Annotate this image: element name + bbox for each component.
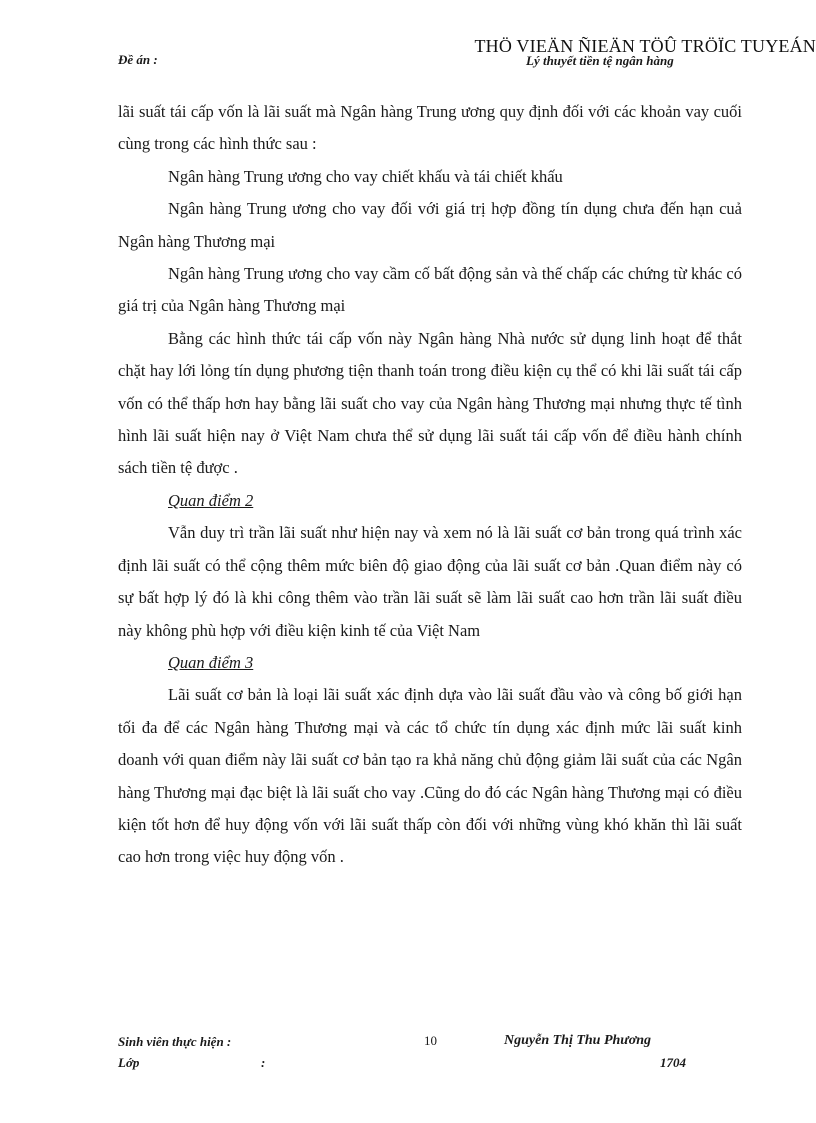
paragraph: Bằng các hình thức tái cấp vốn này Ngân hàng Nhà nước sử dụng linh hoạt để thắt chặt hay lới lỏng tín dụng phương tiện thanh toán trong điều kiện cụ thể có khi lãi suất tái cấp vốn có thể thấp hơn hay bằng lãi suất cho vay của Ngân hàng Thương mại nhưng thực tế tình hình lãi suất hiện nay ở Việt Nam chưa thể sử dụng lãi suất tái cấp vốn để điều hành chính sách tiền tệ được .	[118, 328, 742, 478]
paragraph: Lãi suất cơ bản là loại lãi suất xác định dựa vào lãi suất đầu vào và công bố giới hạn tối đa để các Ngân hàng Thương mại và các tổ chức tín dụng xác định mức lãi suất kinh doanh với quan điểm này lãi suất cơ bản tạo ra khả năng chủ động giảm lãi suất của các Ngân hàng Thương mại đạc biệt là lãi suất cho vay .Cũng do đó các Ngân hàng Thương mại có điều kiện tốt hơn để huy động vốn với lãi suất thấp còn đối với những vùng khó khăn thì lãi suất cao hơn trong việc huy động vốn .	[118, 685, 742, 867]
footer-class-colon: :	[261, 1055, 266, 1070]
footer-student-label: Sinh viên thực hiện :	[118, 1034, 232, 1049]
document-body	[118, 96, 742, 874]
header-right: Lý thuyết tiền tệ ngân hàng	[526, 53, 674, 68]
paragraph: Ngân hàng Trung ương cho vay cầm cố bất động sản và thế chấp các chứng từ khác có giá trị của Ngân hàng Thương mại	[118, 264, 742, 316]
footer-class-value: 1704	[660, 1055, 686, 1070]
paragraph: lãi suất tái cấp vốn là lãi suất mà Ngân hàng Trung ương quy định đối với các khoản vay cuối cùng trong các hình thức sau :	[118, 102, 742, 154]
footer-class-label: Lớp	[118, 1055, 140, 1070]
paragraph: Vẫn duy trì trần lãi suất như hiện nay và xem nó là lãi suất cơ bản trong quá trình xác định lãi suất có thể cộng thêm mức biên độ giao động của lãi suất cơ bản .Quan điểm này có sự bất hợp lý đó là khi công thêm vào trần lãi suất sẽ làm lãi suất cao hơn trần lãi suất điều này không phù hợp với điều kiện kinh tế của Việt Nam	[118, 523, 742, 640]
watermark-text: THÖ VIEÄN ÑIEÄN TÖÛ TRÖÏC TUYEÁN	[474, 36, 816, 56]
page-number: 10	[424, 1033, 437, 1048]
paragraph: Ngân hàng Trung ương cho vay chiết khấu và tái chiết khấu	[168, 166, 563, 186]
section-heading: Quan điểm 3	[168, 652, 254, 672]
footer-student-name: Nguyễn Thị Thu Phương	[504, 1033, 651, 1048]
paragraph: Ngân hàng Trung ương cho vay đối với giá trị hợp đồng tín dụng chưa đến hạn cuả Ngân hàng Thương mại	[118, 199, 742, 251]
section-heading: Quan điểm 2	[168, 490, 254, 510]
header-left: Đề án :	[118, 52, 158, 67]
